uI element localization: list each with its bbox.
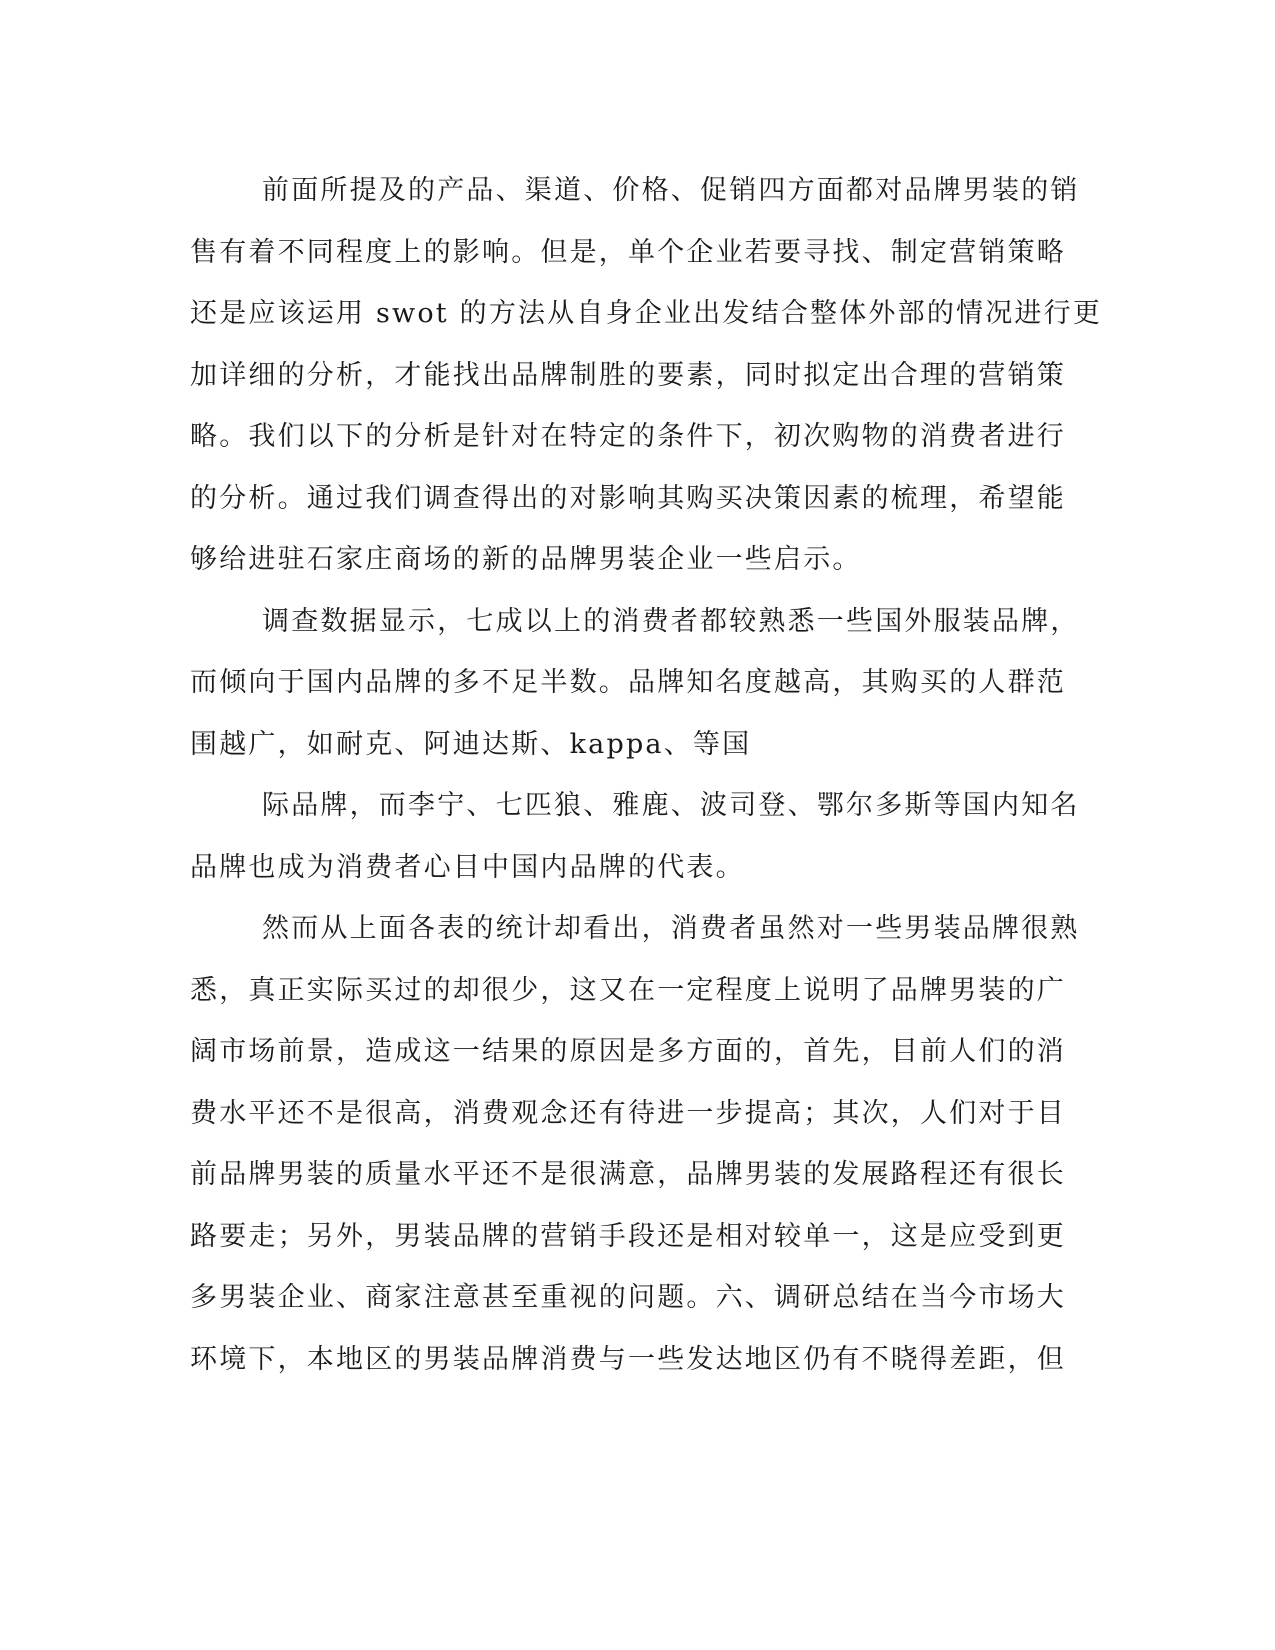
text-line: 前面所提及的产品、渠道、价格、促销四方面都对品牌男装的销 <box>262 175 1080 206</box>
text-line: 阔市场前景，造成这一结果的原因是多方面的，首先，目前人们的消 <box>190 1036 1066 1067</box>
text-line: 调查数据显示，七成以上的消费者都较熟悉一些国外服装品牌， <box>262 605 1080 637</box>
text-line: 围越广，如耐克、阿迪达斯、kappa、等国 <box>190 728 752 760</box>
text-line: 环境下，本地区的男装品牌消费与一些发达地区仍有不晓得差距，但 <box>190 1343 1066 1375</box>
text-line: 略。我们以下的分析是针对在特定的条件下，初次购物的消费者进行 <box>190 421 1066 452</box>
text-line: 售有着不同程度上的影响。但是，单个企业若要寻找、制定营销策略 <box>190 236 1066 268</box>
text-line: 前品牌男装的质量水平还不是很满意，品牌男装的发展路程还有很长 <box>190 1159 1066 1190</box>
text-line: 路要走；另外，男装品牌的营销手段还是相对较单一，这是应受到更 <box>190 1220 1066 1252</box>
text-line: 还是应该运用 swot 的方法从自身企业出发结合整体外部的情况进行更 <box>190 298 1103 329</box>
text-line: 加详细的分析，才能找出品牌制胜的要素，同时拟定出合理的营销策 <box>190 359 1066 391</box>
text-line: 多男装企业、商家注意甚至重视的问题。六、调研总结在当今市场大 <box>190 1282 1066 1313</box>
text-line: 品牌也成为消费者心目中国内品牌的代表。 <box>190 851 745 883</box>
text-line: 够给进驻石家庄商场的新的品牌男装企业一些启示。 <box>190 544 862 575</box>
text-line: 然而从上面各表的统计却看出，消费者虽然对一些男装品牌很熟 <box>262 913 1080 944</box>
text-line: 际品牌，而李宁、七匹狼、雅鹿、波司登、鄂尔多斯等国内知名 <box>262 790 1080 821</box>
text-line: 的分析。通过我们调查得出的对影响其购买决策因素的梳理，希望能 <box>190 482 1066 514</box>
body-text <box>190 160 1103 1390</box>
text-line: 悉，真正实际买过的却很少，这又在一定程度上说明了品牌男装的广 <box>190 974 1066 1006</box>
text-line: 而倾向于国内品牌的多不足半数。品牌知名度越高，其购买的人群范 <box>190 667 1066 698</box>
text-line: 费水平还不是很高，消费观念还有待进一步提高；其次，人们对于目 <box>190 1097 1066 1129</box>
